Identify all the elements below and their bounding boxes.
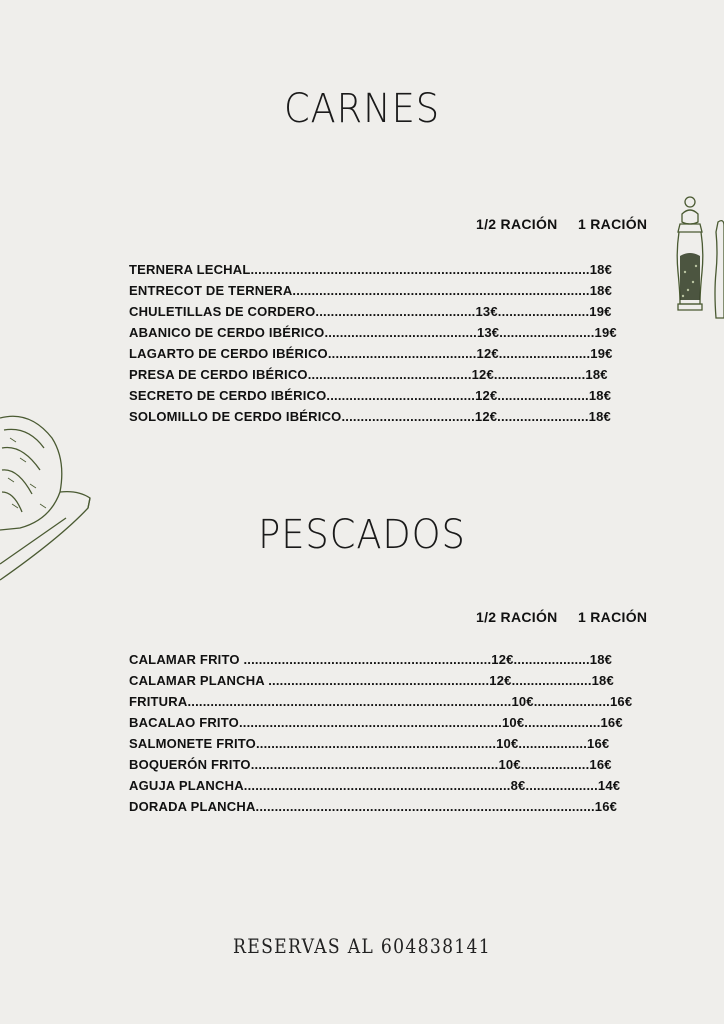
menu-item: DORADA PLANCHA.........................................................................................16€ — [129, 799, 618, 814]
menu-item: CALAMAR PLANCHA ..........................................................12€.....................18€ — [129, 673, 614, 688]
column-header-full: 1 RACIÓN — [578, 609, 648, 625]
column-header-full: 1 RACIÓN — [578, 216, 648, 232]
menu-item: SOLOMILLO DE CERDO IBÉRICO...................................12€........................18€ — [129, 409, 611, 424]
pepper-mill-illustration — [668, 192, 724, 332]
bread-board-illustration — [0, 408, 94, 590]
section-title-carnes: CARNES — [283, 86, 441, 132]
menu-item: AGUJA PLANCHA......................................................................8€...................14€ — [129, 778, 621, 793]
column-header-half: 1/2 RACIÓN — [476, 216, 558, 232]
menu-item: BOQUERÓN FRITO.................................................................10€..................16€ — [129, 757, 612, 772]
menu-item: CHULETILLAS DE CORDERO..........................................13€........................19€ — [129, 304, 612, 319]
menu-item: FRITURA.....................................................................................10€....................16€ — [129, 694, 633, 709]
menu-item: BACALAO FRITO.....................................................................10€....................16€ — [129, 715, 623, 730]
menu-item: TERNERA LECHAL.........................................................................................18€ — [129, 262, 613, 277]
column-header-half: 1/2 RACIÓN — [476, 609, 558, 625]
menu-item: SECRETO DE CERDO IBÉRICO.......................................12€........................18€ — [129, 388, 612, 403]
menu-item: LAGARTO DE CERDO IBÉRICO.......................................12€........................19€ — [129, 346, 613, 361]
pescados-menu-list — [129, 649, 649, 817]
menu-item: SALMONETE FRITO...............................................................10€..................16€ — [129, 736, 610, 751]
menu-item: PRESA DE CERDO IBÉRICO...........................................12€........................18€ — [129, 367, 608, 382]
menu-item: ENTRECOT DE TERNERA..............................................................................18€ — [129, 283, 613, 298]
menu-item: ABANICO DE CERDO IBÉRICO........................................13€.........................19€ — [129, 325, 617, 340]
menu-item: CALAMAR FRITO .................................................................12€....................18€ — [129, 652, 613, 667]
reservations-footer: RESERVAS AL 604838141 — [233, 934, 491, 958]
carnes-menu-list — [129, 259, 649, 427]
section-title-pescados: PESCADOS — [258, 512, 466, 558]
